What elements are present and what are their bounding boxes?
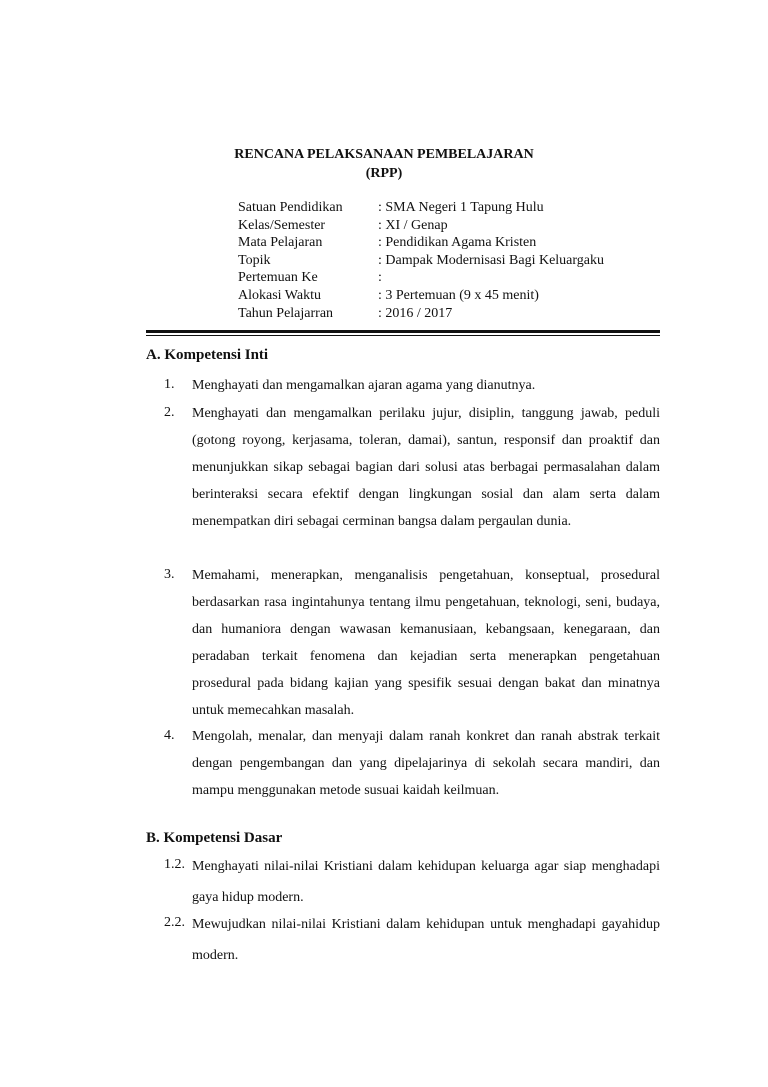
list-text: Mengolah, menalar, dan menyaji dalam ranah konkret dan ranah abstrak terkait dengan pengembangan dan yang dipelajarinya di sekolah secara mandiri, dan mampu menggunakan metode susuai kaidah keilmuan.: [192, 729, 660, 798]
section-heading-kompetensi-inti: A. Kompetensi Inti: [146, 347, 269, 363]
list-item: [146, 724, 660, 805]
list-number: 2.2.: [164, 915, 185, 930]
document-title: RENCANA PELAKSANAAN PEMBELAJARAN: [234, 147, 534, 162]
meta-label: Satuan Pendidikan: [238, 200, 343, 215]
section-heading-kompetensi-dasar: B. Kompetensi Dasar: [146, 830, 283, 846]
list-number: 3.: [164, 567, 175, 582]
header-divider-thick: [146, 330, 660, 333]
meta-label: Alokasi Waktu: [238, 287, 321, 303]
meta-row: [238, 199, 604, 217]
list-text: Memahami, menerapkan, menganalisis pengetahuan, konseptual, prosedural berdasarkan rasa ingintahunya tentang ilmu pengetahuan, teknologi, seni, budaya, dan humaniora dengan wawasan kemanusiaan, kebangsaan, kenegaraan, dan peradaban terkait fenomena dan kejadian serta menerapkan pengetahuan prosedural pada bidang kajian yang spesifik sesuai dengan bakat dan minatnya untuk memecahkan masalah.: [192, 568, 660, 718]
meta-row: [238, 217, 604, 235]
meta-row: [238, 252, 604, 270]
meta-label: Topik: [238, 252, 271, 268]
list-number: 1.2.: [164, 857, 185, 872]
document-subtitle: (RPP): [365, 166, 403, 181]
meta-label: Tahun Pelajarran: [238, 305, 334, 321]
list-item: [146, 401, 660, 536]
meta-label: Kelas/Semester: [238, 217, 326, 233]
identity-table: [238, 199, 604, 322]
meta-value: : Dampak Modernisasi Bagi Keluargaku: [378, 252, 605, 268]
list-item: [146, 563, 660, 724]
list-text: Menghayati dan mengamalkan perilaku jujur, disiplin, tanggung jawab, peduli (gotong royong, kerjasama, toleran, damai), santun, responsif dan proaktif dan menunjukkan sikap sebagai bagian dari solusi atas berbagai permasalahan dalam berinteraksi secara efektif dengan lingkungan sosial dan alam serta dalam menempatkan diri sebagai cerminan bangsa dalam pergaulan dunia.: [192, 406, 660, 529]
list-text: Menghayati dan mengamalkan ajaran agama yang dianutnya.: [192, 378, 536, 393]
meta-row: [238, 269, 604, 287]
meta-value: :: [378, 270, 382, 286]
list-text: Menghayati nilai-nilai Kristiani dalam kehidupan keluarga agar siap menghadapi gaya hidup modern.: [192, 859, 660, 905]
list-number: 2.: [164, 405, 175, 420]
meta-value: : SMA Negeri 1 Tapung Hulu: [378, 200, 544, 215]
meta-value: : 2016 / 2017: [378, 305, 453, 321]
list-item: [146, 909, 660, 971]
meta-row: [238, 234, 604, 252]
list-number: 4.: [164, 728, 175, 743]
meta-label: Pertemuan Ke: [238, 270, 318, 286]
meta-value: : Pendidikan Agama Kristen: [378, 235, 537, 251]
meta-row: [238, 287, 604, 305]
list-number: 1.: [164, 377, 175, 392]
list-item: [146, 851, 660, 913]
meta-value: : 3 Pertemuan (9 x 45 menit): [378, 287, 539, 303]
list-item: [146, 373, 660, 400]
header-divider-thin: [146, 335, 660, 336]
meta-label: Mata Pelajaran: [238, 235, 323, 251]
meta-row: [238, 305, 604, 323]
meta-value: : XI / Genap: [378, 217, 448, 233]
list-text: Mewujudkan nilai-nilai Kristiani dalam kehidupan untuk menghadapi gayahidup modern.: [192, 917, 660, 963]
